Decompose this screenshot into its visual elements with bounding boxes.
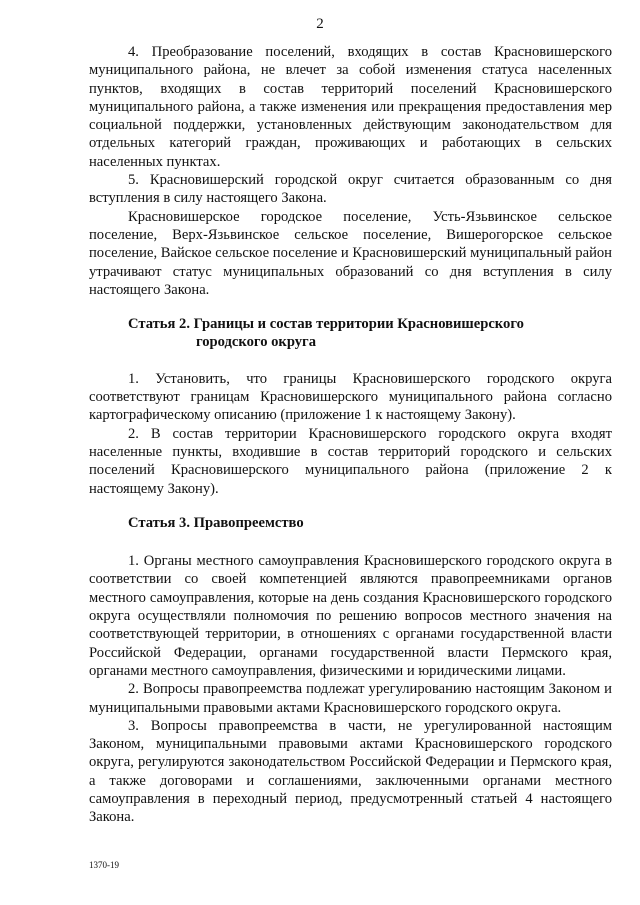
paragraph-status-loss: Красновишерское городское поселение, Усть-Язьвинское сельское поселение, Верх-Язьвинское сельское поселение, Вишерогорское сельское поселение, Вайское сельское поселение и Красновишерский муниципальный район утрачивают статус муниципальных образований со дня вступления в силу настоящего Закона. — [89, 208, 612, 298]
article-2-paragraph-2: 2. В состав территории Красновишерского городского округа входят населенные пункты, входившие в состав территорий городского и сельских поселений Красновишерского муниципального района (приложение 2 к настоящему Закону). — [89, 425, 612, 497]
page-number: 2 — [316, 16, 324, 32]
article-2-heading-line2: городского округа — [196, 334, 316, 351]
paragraph-4-transformation: 4. Преобразование поселений, входящих в состав Красновишерского муниципального района, не влечет за собой изменения статуса населенных пунктов, входящих в состав территорий поселений Красновишерского муниципального района, а также изменения или прекращения предоставления мер социальной поддержки, установленных действующим законодательством для отдельных категорий граждан, проживающих и работающих в сельских населенных пунктах. — [89, 44, 612, 170]
article-3-heading: Статья 3. Правопреемство — [128, 514, 304, 531]
paragraph-5-formation: 5. Красновишерский городской округ считается образованным со дня вступления в силу настоящего Закона. — [89, 172, 612, 207]
article-2-heading — [89, 315, 612, 352]
document-body — [89, 43, 612, 827]
article-3-paragraph-3: 3. Вопросы правопреемства в части, не урегулированной настоящим Законом, муниципальными правовыми актами Красновишерского городского округа, регулируются законодательством Российской Федерации и Пермского края, а также договорами и соглашениями, заключенными органами местного самоуправления в переходный период, предусмотренный статьей 4 настоящего Закона. — [89, 717, 612, 826]
article-2-heading-line1: Статья 2. Границы и состав территории Красновишерского — [128, 316, 524, 333]
article-3-paragraph-2: 2. Вопросы правопреемства подлежат урегулированию настоящим Законом и муниципальными правовыми актами Красновишерского городского округа. — [89, 681, 612, 716]
article-3-paragraph-1: 1. Органы местного самоуправления Красновишерского городского округа в соответствии со своей компетенцией являются правопреемниками органов местного самоуправления, которые на день создания Красновишерского городского округа осуществляли полномочия по решению вопросов местного значения на соответствующей территории, в отношениях с органами государственной власти Российской Федерации, органами государственной власти Пермского края, органами местного самоуправления, физическими и юридическими лицами. — [89, 553, 612, 679]
document-code: 1370-19 — [89, 860, 119, 870]
article-2-paragraph-1: 1. Установить, что границы Красновишерского городского округа соответствуют границам Красновишерского муниципального района согласно картографическому описанию (приложение 1 к настоящему Закону). — [89, 370, 612, 424]
